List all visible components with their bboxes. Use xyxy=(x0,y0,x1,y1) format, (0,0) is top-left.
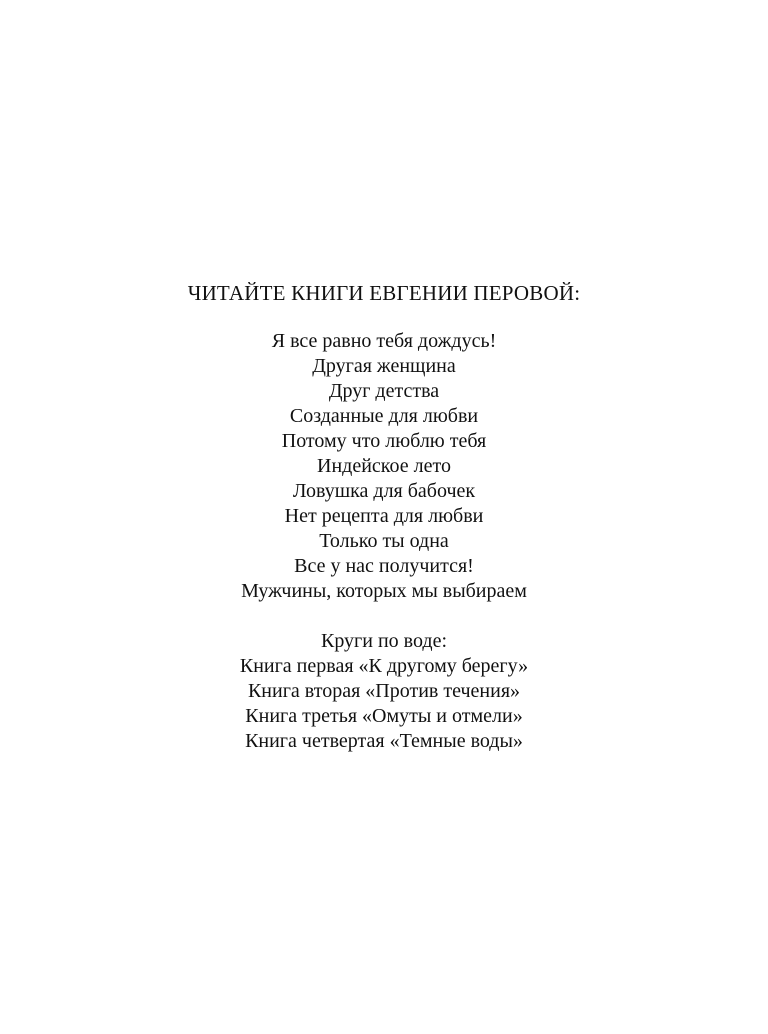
series-book-title: Книга вторая «Против течения» xyxy=(247,680,521,702)
book-title: Все у нас получится! xyxy=(294,555,474,577)
book-title: Я все равно тебя дождусь! xyxy=(271,330,497,352)
book-title: Нет рецепта для любви xyxy=(284,505,484,527)
series-title: Круги по воде: xyxy=(320,630,448,652)
book-list xyxy=(0,329,768,604)
series-section xyxy=(0,629,768,754)
book-title: Созданные для любви xyxy=(289,405,479,427)
book-title: Друг детства xyxy=(328,380,440,402)
book-title: Потому что люблю тебя xyxy=(281,430,487,452)
series-book-title: Книга третья «Омуты и отмели» xyxy=(245,705,523,727)
page-heading: ЧИТАЙТЕ КНИГИ ЕВГЕНИИ ПЕРОВОЙ: xyxy=(187,281,581,305)
series-book-title: Книга первая «К другому берегу» xyxy=(239,655,529,677)
book-title: Индейское лето xyxy=(317,455,451,477)
book-title: Ловушка для бабочек xyxy=(292,480,476,502)
series-book-title: Книга четвертая «Темные воды» xyxy=(245,730,523,752)
book-title: Только ты одна xyxy=(319,530,449,552)
book-title: Другая женщина xyxy=(312,355,456,377)
book-title: Мужчины, которых мы выбираем xyxy=(241,580,527,602)
